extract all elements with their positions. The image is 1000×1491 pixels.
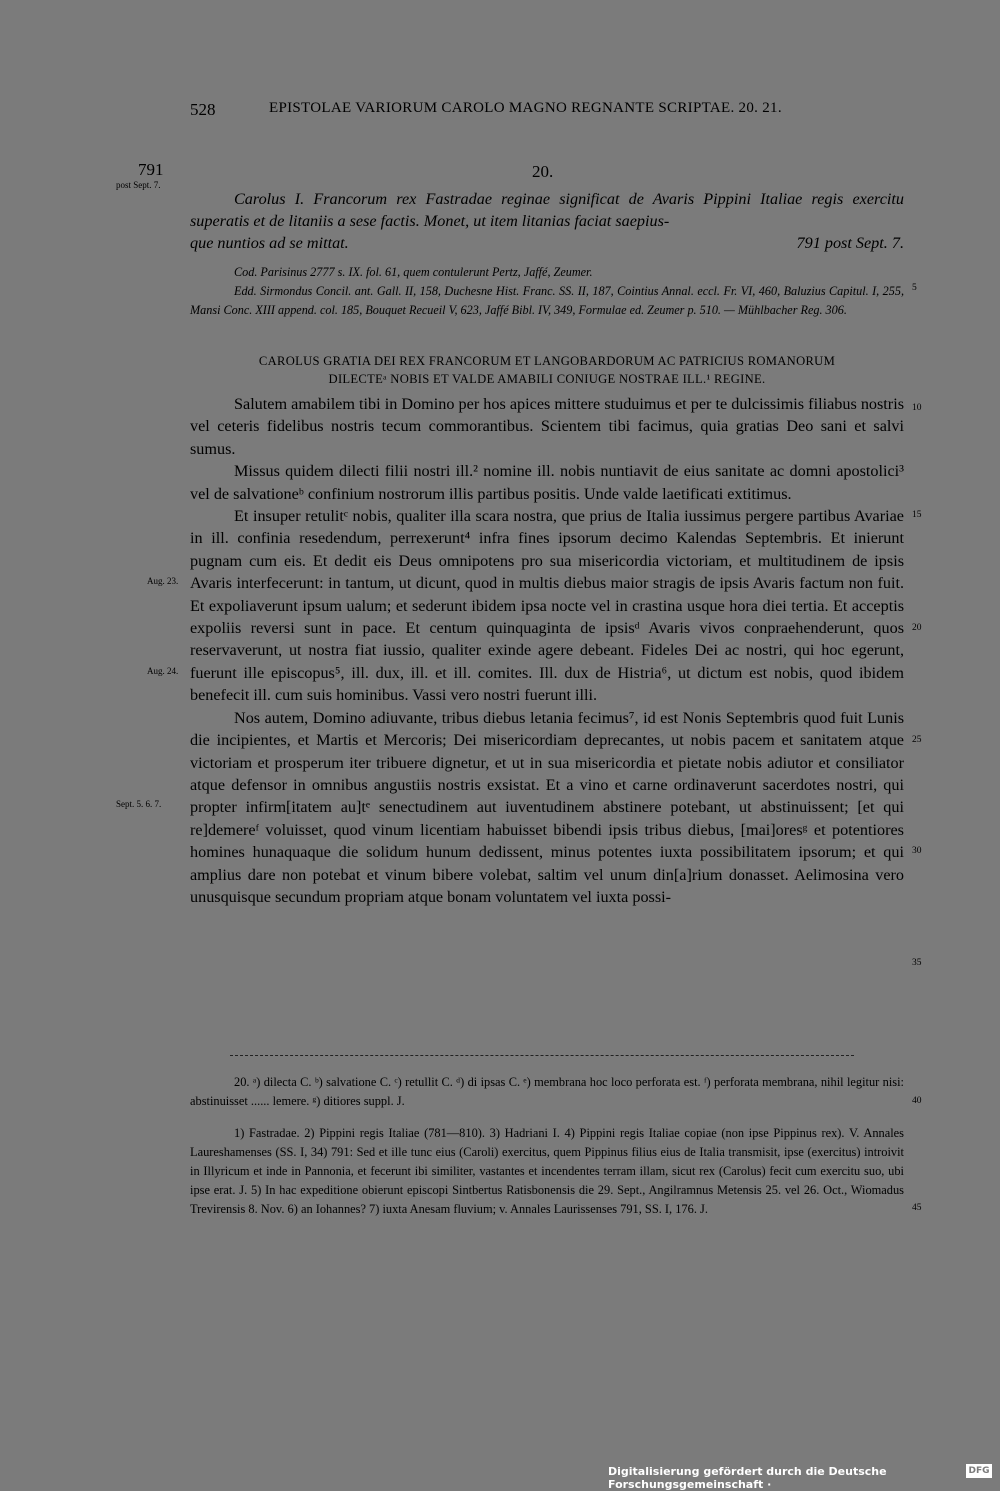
line-number: 30 [912, 846, 922, 856]
salutation-line-2: DILECTEᵃ NOBIS ET VALDE AMABILI CONIUGE NOSTRAE ILL.¹ REGINE. [328, 372, 766, 386]
page-header [0, 100, 1000, 124]
line-number: 10 [912, 403, 922, 413]
footnote-separator [230, 1055, 854, 1056]
summary-last-line: que nuntios ad se mittat. [190, 234, 349, 252]
document-year: 791 [138, 160, 164, 179]
line-number: 20 [912, 623, 922, 633]
line-number: 35 [912, 958, 922, 968]
funding-credit: Digitalisierung gefördert durch die Deutsche Forschungsgemeinschaft · [608, 1465, 887, 1491]
paragraph: Missus quidem dilecti filii nostri ill.² nomine ill. nobis nuntiavit de eius sanitate ac domni apostolici³ vel de salvationeᵇ confinium nostrorum illis partibus positis. Unde valde laetificati extitimus. [190, 462, 904, 503]
paragraph: Nos autem, Domino adiuvante, tribus diebus letania fecimus⁷, id est Nonis Septembris quod fuit Lunis die incipientes, et Martis et Mercoris; Dei misericordiam deprecantes, ut nobis pacem et sanitatem atque victoriam et prosperum iter tribuere dignetur, et ut in sua misericordia et pietate nobis adiutor et consiliator atque defensor in omnibus angustiis nostris exsistat. Et a vino et carne ordinaverunt sacerdotes nostri, qui propter infirm[itatem au]tᵉ senectudinem aut iuventudinem abstinere potebant, ut abstinuissent; [et qui re]demereᶠ voluisset, quod vinum licentiam habuisset bibendi ipsis tribus diebus, [mai]oresᵍ et potentiores homines hunaquaque die solidum hunum dedissent, minus potentes iuxta possibilitatem ipsorum; et qui amplius dare non potebat et vinum bibere volebat, saltim vel unum din[a]rium donasset. Aelimosina vero unusquisque secundum propriam atque bonam voluntatem vel iuxta possi- [190, 708, 904, 906]
document-number: 20. [532, 162, 554, 181]
line-number: 45 [912, 1203, 922, 1213]
document-date-note: post Sept. 7. [116, 180, 161, 190]
historical-notes [190, 1124, 904, 1219]
paragraph: Et insuper retulitᶜ nobis, qualiter illa scara nostra, que prius de Italia iussimus pergere partibus Avariae in ill. confinia resedendum, perrexerunt⁴ infra fines ipsorum decimo Kalendas Septembris. Et inierunt pugnam cum eis. Et dedit eis Deus omnipotens pro sua misericordia victoriam, et multitudinem de ipsis Avaris interfecerunt: in tantum, ut dicunt, quod in multis diebus maior stragis de ipsis Avaris factum non fuit. Et expoliaverunt ipsum ualum; et sederunt ibidem ipsa nocte vel in crastina usque hora diei tertia. Et acceptis expoliis reversi sunt in pace. Et centum quinquaginta de ipsisᵈ Avaris vivos conpraehenderunt, quos reservaverunt, ut nostra fiat iussio, qualiter exinde agere debeant. Fideles Dei ac nostri, qui hoc egerunt, fuerunt ille episcopus⁵, ill. dux, ill. et ill. comites. Ill. dux de Histria⁶, ut dictum est nobis, quod ibidem benefecit ill. cum suis hominibus. Vassi vero nostri fuerunt illi. [190, 507, 904, 705]
critical-notes-text: 20. ᵃ) dilecta C. ᵇ) salvatione C. ᶜ) retullit C. ᵈ) di ipsas C. ᵉ) membrana hoc loco perforata est. ᶠ) perforata membrana, nihil legitur nisi: abstinuisset ...... lemere. ᵍ) ditiores suppl. J. [190, 1075, 904, 1108]
letter-salutation [190, 352, 904, 388]
editions-list: Edd. Sirmondus Concil. ant. Gall. II, 158, Duchesne Hist. Franc. SS. II, 187, Cointius Annal. eccl. Fr. VI, 460, Baluzius Capitul. I, 255, Mansi Conc. XIII append. col. 185, Bouquet Recueil V, 623, Jaffé Bibl. IV, 349, Formulae ed. Zeumer p. 510. — Mühlbacher Reg. 306. [190, 284, 904, 317]
letter-body [190, 393, 904, 908]
page-number: 528 [190, 100, 216, 119]
line-number: 5 [912, 283, 917, 293]
margin-note-sept: Sept. 5. 6. 7. [116, 799, 162, 809]
margin-note-aug-24: Aug. 24. [147, 666, 179, 676]
running-title: EPISTOLAE VARIORUM CAROLO MAGNO REGNANTE SCRIPTAE. 20. 21. [269, 100, 782, 116]
salutation-line-1: CAROLUS GRATIA DEI REX FRANCORUM ET LANGOBARDORUM AC PATRICIUS ROMANORUM [258, 354, 836, 368]
line-number: 15 [912, 510, 922, 520]
document-summary [190, 188, 904, 254]
dfg-logo: DFG [966, 1464, 992, 1478]
codex-source: Cod. Parisinus 2777 s. IX. fol. 61, quem contulerunt Pertz, Jaffé, Zeumer. [234, 265, 593, 279]
historical-notes-text: 1) Fastradae. 2) Pippini regis Italiae (781—810). 3) Hadriani I. 4) Pippini regis Italiae copiae (non ipse Pippinus rex). V. Annales Laureshamenses (SS. I, 34) 791: Sed et ille tunc eius (Caroli) exercitus, quem Pippinus filius eius de Italia transmisit, ipse (exercitus) introivit in Illyricum et inde in Pannonia, et fecerunt ibi similiter, vastantes et incendentes terram illam, sicut rex (Carolus) fecit cum exercitu suo, ubi ipse erat. J. 5) In hac expeditione obierunt episcopi Sintbertus Ratisbonensis die 29. Sept., Angilramnus Metensis 25. vel 26. Oct., Wiomadus Trevirensis 8. Nov. 6) an Iohannes? 7) iuxta Anesam fluvium; v. Annales Laurissenses 791, SS. I, 176. J. [190, 1126, 904, 1216]
line-number: 40 [912, 1096, 922, 1106]
summary-date: 791 post Sept. 7. [796, 234, 904, 252]
critical-apparatus [190, 1073, 904, 1111]
line-number: 25 [912, 735, 922, 745]
paragraph: Salutem amabilem tibi in Domino per hos apices mittere studuimus et per te dulcissimis filiabus nostris vel ceteris fidelibus nostris tecum commorantibus. Scientem tibi facimus, quia gratias Deo sani et salvi sumus. [190, 395, 904, 458]
margin-note-aug-23: Aug. 23. [147, 576, 179, 586]
summary-text: Carolus I. Francorum rex Fastradae reginae significat de Avaris Pippini Italiae regis exercitu superatis et de litaniis a sese factis. Monet, ut item litanias faciat saepius- [190, 190, 904, 230]
